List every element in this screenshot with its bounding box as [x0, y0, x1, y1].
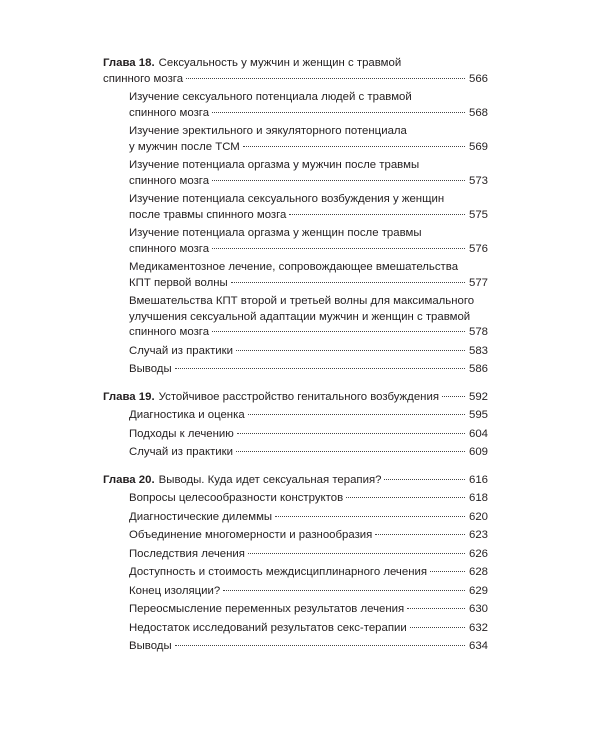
page-number: 592 [468, 390, 488, 403]
dot-leader [384, 478, 465, 480]
section-entry [103, 192, 488, 223]
toc-line [129, 547, 488, 563]
section-entry [103, 528, 488, 544]
toc-line [129, 510, 488, 526]
toc-line [129, 621, 488, 637]
page-number: 569 [468, 140, 488, 153]
page-number: 629 [468, 584, 488, 597]
toc-line [129, 208, 488, 224]
page-number: 634 [468, 640, 488, 652]
toc-line [129, 242, 488, 258]
toc-text: Выводы [129, 640, 172, 652]
toc-line [103, 473, 488, 489]
dot-leader [430, 570, 465, 572]
page-number: 626 [468, 547, 488, 560]
toc-line [129, 445, 488, 461]
toc-line [129, 260, 488, 276]
toc-text: Диагностические дилеммы [129, 510, 273, 523]
page-number: 623 [468, 529, 488, 541]
toc-line [129, 491, 488, 507]
section-entry [103, 491, 488, 507]
dot-leader [212, 330, 465, 332]
section-entry [103, 584, 488, 600]
dot-leader [346, 496, 465, 498]
toc-line [129, 565, 488, 581]
toc-line [129, 226, 488, 242]
page-number: 616 [468, 473, 488, 486]
toc-text: Недостаток исследований результатов секс-терапии [129, 621, 407, 634]
section-entry [103, 565, 488, 581]
toc-line [103, 72, 488, 88]
section-entry [103, 639, 488, 655]
toc-text: Выводы [129, 363, 172, 375]
dot-leader [212, 111, 465, 113]
section-entry [103, 158, 488, 189]
page-number: 566 [468, 72, 488, 85]
page-number: 575 [468, 208, 488, 221]
toc-line [129, 158, 488, 174]
dot-leader [442, 395, 465, 397]
toc-text: Изучение эректильного и эякуляторного потенциала [129, 125, 407, 137]
section-entry [103, 621, 488, 637]
section-entry [103, 445, 488, 461]
page-number: 586 [468, 363, 488, 375]
toc-text: Объединение многомерности и разнообразия [129, 529, 373, 541]
toc-line [129, 528, 488, 544]
toc-line [129, 310, 488, 326]
dot-leader [212, 179, 465, 181]
dot-leader [186, 77, 465, 79]
toc-text: Конец изоляции? [129, 584, 221, 597]
toc-line [129, 639, 488, 655]
toc-text: Медикаментозное лечение, сопровождающее вмешательства [129, 261, 459, 273]
page-number: 632 [468, 621, 488, 634]
dot-leader [248, 413, 465, 415]
section-entry [103, 90, 488, 121]
dot-leader [175, 644, 465, 646]
page-number: 628 [468, 566, 488, 578]
toc-line [129, 427, 488, 443]
page-number: 630 [468, 603, 488, 615]
section-entry [103, 408, 488, 424]
toc-text: Переосмысление переменных результатов лечения [129, 603, 405, 615]
toc-line [129, 106, 488, 122]
toc-line [129, 294, 488, 310]
toc-text: Устойчивое расстройство генитального возбуждения [158, 390, 439, 403]
toc-line [129, 325, 488, 341]
dot-leader [223, 589, 465, 591]
chapter-heading [103, 473, 488, 489]
dot-leader [248, 552, 465, 554]
toc-text: спинного мозга [129, 174, 210, 187]
toc-text: Изучение потенциала сексуального возбуждения у женщин [129, 193, 445, 205]
toc-text: Случай из практики [129, 446, 233, 458]
toc-text: спинного мозга [129, 106, 210, 119]
section-entry [103, 427, 488, 443]
section-entry [103, 260, 488, 291]
chapter-label: Глава 18. [103, 57, 155, 69]
toc-line [129, 408, 488, 424]
toc-line [129, 602, 488, 618]
dot-leader [212, 247, 465, 249]
toc-text: спинного мозга [129, 326, 210, 338]
page-number: 595 [468, 409, 488, 421]
dot-leader [237, 432, 465, 434]
page-number: 576 [468, 242, 488, 255]
toc-line [129, 140, 488, 156]
chapter-heading [103, 390, 488, 406]
dot-leader [375, 533, 465, 535]
page-number: 609 [468, 446, 488, 458]
toc-line [129, 90, 488, 106]
toc-text: Вопросы целесообразности конструктов [129, 492, 344, 504]
toc-line [129, 276, 488, 292]
toc-line [129, 362, 488, 378]
table-of-contents [103, 56, 488, 667]
page-number: 568 [468, 106, 488, 119]
page-number: 604 [468, 427, 488, 440]
page-number: 577 [468, 276, 488, 289]
toc-text: КПТ первой волны [129, 276, 228, 289]
toc-line [103, 56, 488, 72]
toc-text: спинного мозга [129, 242, 210, 255]
toc-text: после травмы спинного мозга [129, 208, 287, 221]
toc-text: Вмешательства КПТ второй и третьей волны для максимального [129, 295, 475, 307]
toc-line [129, 192, 488, 208]
dot-leader [289, 213, 465, 215]
toc-text: Изучение сексуального потенциала людей с травмой [129, 91, 412, 103]
toc-line [129, 344, 488, 360]
page-number: 618 [468, 492, 488, 504]
chapter-block [103, 390, 488, 461]
dot-leader [243, 145, 465, 147]
toc-text: у мужчин после ТСМ [129, 140, 240, 153]
section-entry [103, 124, 488, 155]
page-number: 620 [468, 510, 488, 523]
section-entry [103, 602, 488, 618]
dot-leader [175, 367, 465, 369]
page-number: 578 [468, 326, 488, 338]
dot-leader [231, 281, 465, 283]
chapter-block [103, 56, 488, 378]
toc-line [129, 124, 488, 140]
toc-text: Изучение потенциала оргазма у женщин после травмы [129, 227, 422, 239]
section-entry [103, 510, 488, 526]
section-entry [103, 362, 488, 378]
section-entry [103, 226, 488, 257]
chapter-label: Глава 20. [103, 473, 155, 486]
toc-text: Сексуальность у мужчин и женщин с травмой [158, 57, 402, 69]
section-entry [103, 344, 488, 360]
toc-text: Случай из практики [129, 344, 233, 357]
chapter-heading [103, 56, 488, 87]
chapter-label: Глава 19. [103, 390, 155, 403]
dot-leader [236, 450, 465, 452]
page-number: 583 [468, 344, 488, 357]
toc-text: Последствия лечения [129, 547, 245, 560]
toc-line [129, 584, 488, 600]
section-entry [103, 294, 488, 341]
toc-line [103, 390, 488, 406]
toc-text: Диагностика и оценка [129, 409, 245, 421]
toc-text: Изучение потенциала оргазма у мужчин после травмы [129, 159, 420, 171]
toc-text: улучшения сексуальной адаптации мужчин и женщин с травмой [129, 310, 471, 323]
toc-text: Доступность и стоимость междисциплинарного лечения [129, 566, 428, 578]
toc-text: спинного мозга [103, 72, 184, 85]
chapter-block [103, 473, 488, 655]
toc-line [129, 174, 488, 190]
dot-leader [407, 607, 465, 609]
dot-leader [275, 515, 465, 517]
dot-leader [410, 626, 465, 628]
page-number: 573 [468, 174, 488, 187]
dot-leader [236, 349, 465, 351]
toc-text: Подходы к лечению [129, 427, 234, 440]
toc-text: Выводы. Куда идет сексуальная терапия? [158, 473, 382, 486]
section-entry [103, 547, 488, 563]
